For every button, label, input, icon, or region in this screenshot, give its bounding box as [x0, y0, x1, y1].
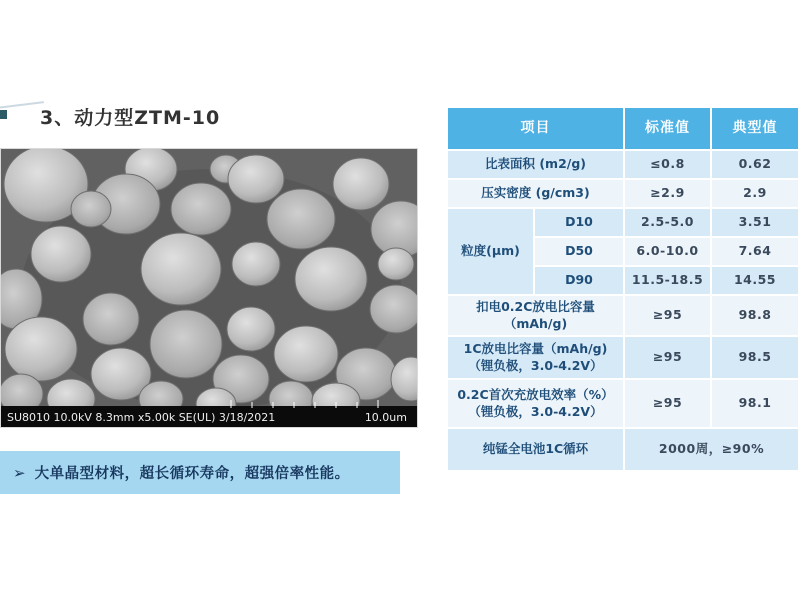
- row-d10-typical: 3.51: [712, 209, 798, 236]
- feature-banner: [0, 451, 400, 494]
- table-header-standard: 标准值: [625, 108, 710, 149]
- row-coin-02c-item: [448, 296, 623, 335]
- arrow-bullet-icon: ➢: [13, 463, 26, 482]
- row-tap-density-standard: ≥2.9: [625, 180, 710, 207]
- row-d10-standard: 2.5-5.0: [625, 209, 710, 236]
- row-surface-area-typical: 0.62: [712, 151, 798, 178]
- row-surface-area-item: 比表面积 (m2/g): [448, 151, 623, 178]
- row-d10-sub: D10: [535, 209, 623, 236]
- row-first-eff-typical: 98.1: [712, 380, 798, 427]
- row-coin-02c-standard: ≥95: [625, 296, 710, 335]
- sem-micrograph-image: [0, 148, 418, 428]
- row-tap-density-item: 压实密度 (g/cm3): [448, 180, 623, 207]
- row-first-eff-item: [448, 380, 623, 427]
- row-d50-sub: D50: [535, 238, 623, 265]
- table-header-typical: 典型值: [712, 108, 798, 149]
- row-psd-group-label: 粒度(μm): [448, 209, 533, 294]
- sem-particles-graphic: [1, 149, 417, 427]
- sem-info-text: SU8010 10.0kV 8.3mm x5.00k SE(UL) 3/18/2021: [7, 411, 276, 424]
- row-d90-sub: D90: [535, 267, 623, 294]
- row-d90-standard: 11.5-18.5: [625, 267, 710, 294]
- row-first-eff-standard: ≥95: [625, 380, 710, 427]
- row-coin-02c-item-line2: （mAh/g): [503, 315, 568, 331]
- row-1c-capacity-item-line1: 1C放电比容量（mAh/g): [463, 341, 608, 357]
- row-cycle-item: 纯锰全电池1C循环: [448, 429, 623, 470]
- row-1c-capacity-item: [448, 337, 623, 378]
- decorative-swoosh-line: [0, 101, 44, 109]
- row-first-eff-item-line2: （锂负极，3.0-4.2V）: [468, 403, 603, 419]
- row-d90-typical: 14.55: [712, 267, 798, 294]
- row-first-eff-item-line1: 0.2C首次充放电效率（%）: [457, 387, 614, 403]
- row-coin-02c-typical: 98.8: [712, 296, 798, 335]
- row-surface-area-standard: ≤0.8: [625, 151, 710, 178]
- decorative-edge-mark: [0, 110, 7, 119]
- feature-banner-text: 大单晶型材料，超长循环寿命，超强倍率性能。: [34, 466, 350, 482]
- row-1c-capacity-typical: 98.5: [712, 337, 798, 378]
- sem-scale-label: 10.0um: [364, 411, 407, 424]
- row-cycle-value: 2000周，≥90%: [625, 429, 798, 470]
- row-d50-typical: 7.64: [712, 238, 798, 265]
- row-d50-standard: 6.0-10.0: [625, 238, 710, 265]
- row-tap-density-typical: 2.9: [712, 180, 798, 207]
- table-header-item: 项目: [448, 108, 623, 149]
- page-title: 3、动力型ZTM-10: [40, 107, 221, 129]
- row-coin-02c-item-line1: 扣电0.2C放电比容量: [476, 299, 595, 315]
- row-1c-capacity-standard: ≥95: [625, 337, 710, 378]
- spec-table: [448, 108, 800, 470]
- row-1c-capacity-item-line2: （锂负极，3.0-4.2V）: [468, 357, 603, 373]
